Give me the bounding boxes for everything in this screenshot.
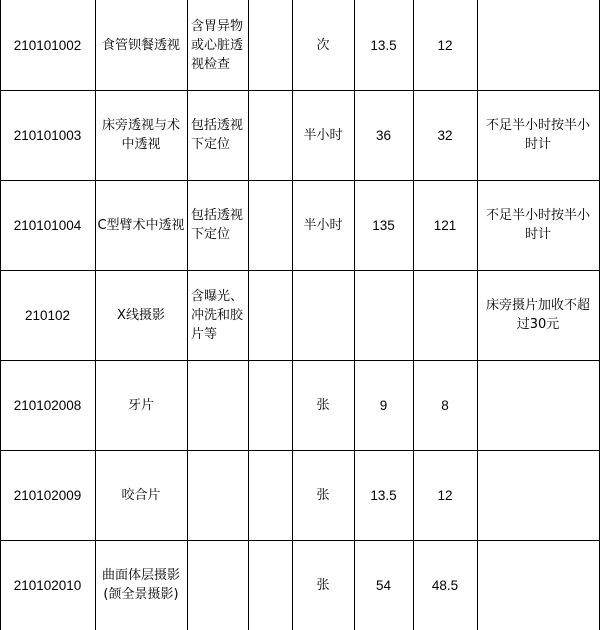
excluded-content-cell (248, 180, 292, 270)
column-divider (354, 0, 355, 630)
item-content-cell: 含曝光、 冲洗和胶 片等 (191, 288, 244, 342)
item-name-cell: 牙片 (127, 397, 154, 413)
price-b-cell: 12 (437, 487, 453, 503)
item-name-cell: C型臂术中透视 (97, 217, 185, 233)
excluded-content-cell (248, 0, 292, 90)
price-b-cell: 8 (441, 397, 449, 413)
item-content-cell (187, 540, 248, 630)
price-a-cell: 54 (375, 577, 392, 593)
row-divider (0, 180, 600, 181)
column-divider (95, 0, 96, 630)
note-cell (477, 360, 599, 450)
column-divider (0, 0, 1, 630)
item-content-cell (187, 360, 248, 450)
column-divider (248, 0, 249, 630)
item-name-cell: X线摄影 (117, 307, 165, 323)
note-cell: 不足半小时按半小 时计 (485, 208, 590, 242)
item-content-cell: 包括透视 下定位 (191, 118, 244, 152)
code-cell: 210102008 (13, 397, 82, 413)
excluded-content-cell (248, 90, 292, 180)
price-a-cell (354, 270, 413, 360)
column-divider (292, 0, 293, 630)
code-cell: 210102010 (13, 577, 82, 593)
column-divider (413, 0, 414, 630)
price-a-cell: 135 (372, 217, 395, 233)
note-cell (477, 450, 599, 540)
row-divider (0, 360, 600, 361)
code-cell: 210102 (24, 307, 71, 323)
code-cell: 210101002 (13, 37, 82, 53)
unit-cell: 半小时 (303, 127, 343, 143)
price-b-cell: 32 (437, 127, 453, 143)
code-cell: 210102009 (13, 487, 82, 503)
excluded-content-cell (248, 450, 292, 540)
excluded-content-cell (248, 360, 292, 450)
note-cell (477, 0, 599, 90)
item-name-cell: 曲面体层摄影 (颌全景摄影) (101, 568, 180, 602)
price-b-cell (413, 270, 477, 360)
unit-cell: 次 (316, 37, 330, 53)
item-content-cell: 包括透视 下定位 (191, 208, 244, 242)
row-divider (0, 270, 600, 271)
price-a-cell: 13.5 (370, 37, 397, 53)
unit-cell (292, 270, 354, 360)
item-name-cell: 咬合片 (121, 487, 161, 503)
price-a-cell: 9 (379, 397, 388, 413)
price-a-cell: 36 (375, 127, 392, 143)
unit-cell: 张 (316, 397, 330, 413)
note-cell: 不足半小时按半小 时计 (485, 118, 590, 152)
price-b-cell: 48.5 (431, 577, 459, 593)
note-cell (477, 540, 599, 630)
item-name-cell: 食管钡餐透视 (101, 37, 180, 53)
price-b-cell: 12 (437, 37, 453, 53)
row-divider (0, 540, 600, 541)
unit-cell: 张 (316, 487, 330, 503)
price-a-cell: 13.5 (370, 487, 397, 503)
code-cell: 210101004 (13, 217, 82, 233)
price-b-cell: 121 (433, 217, 457, 233)
column-divider (187, 0, 188, 630)
item-content-cell (187, 450, 248, 540)
excluded-content-cell (248, 540, 292, 630)
note-cell: 床旁摄片加收不超 过30元 (485, 298, 590, 332)
code-cell: 210101003 (13, 127, 82, 143)
item-name-cell: 床旁透视与术 中透视 (101, 118, 180, 152)
unit-cell: 张 (316, 577, 330, 593)
row-divider (0, 450, 600, 451)
unit-cell: 半小时 (303, 217, 343, 233)
column-divider (477, 0, 478, 630)
excluded-content-cell (248, 270, 292, 360)
row-divider (0, 90, 600, 91)
item-content-cell: 含胃异物 或心脏透 视检查 (191, 18, 244, 72)
